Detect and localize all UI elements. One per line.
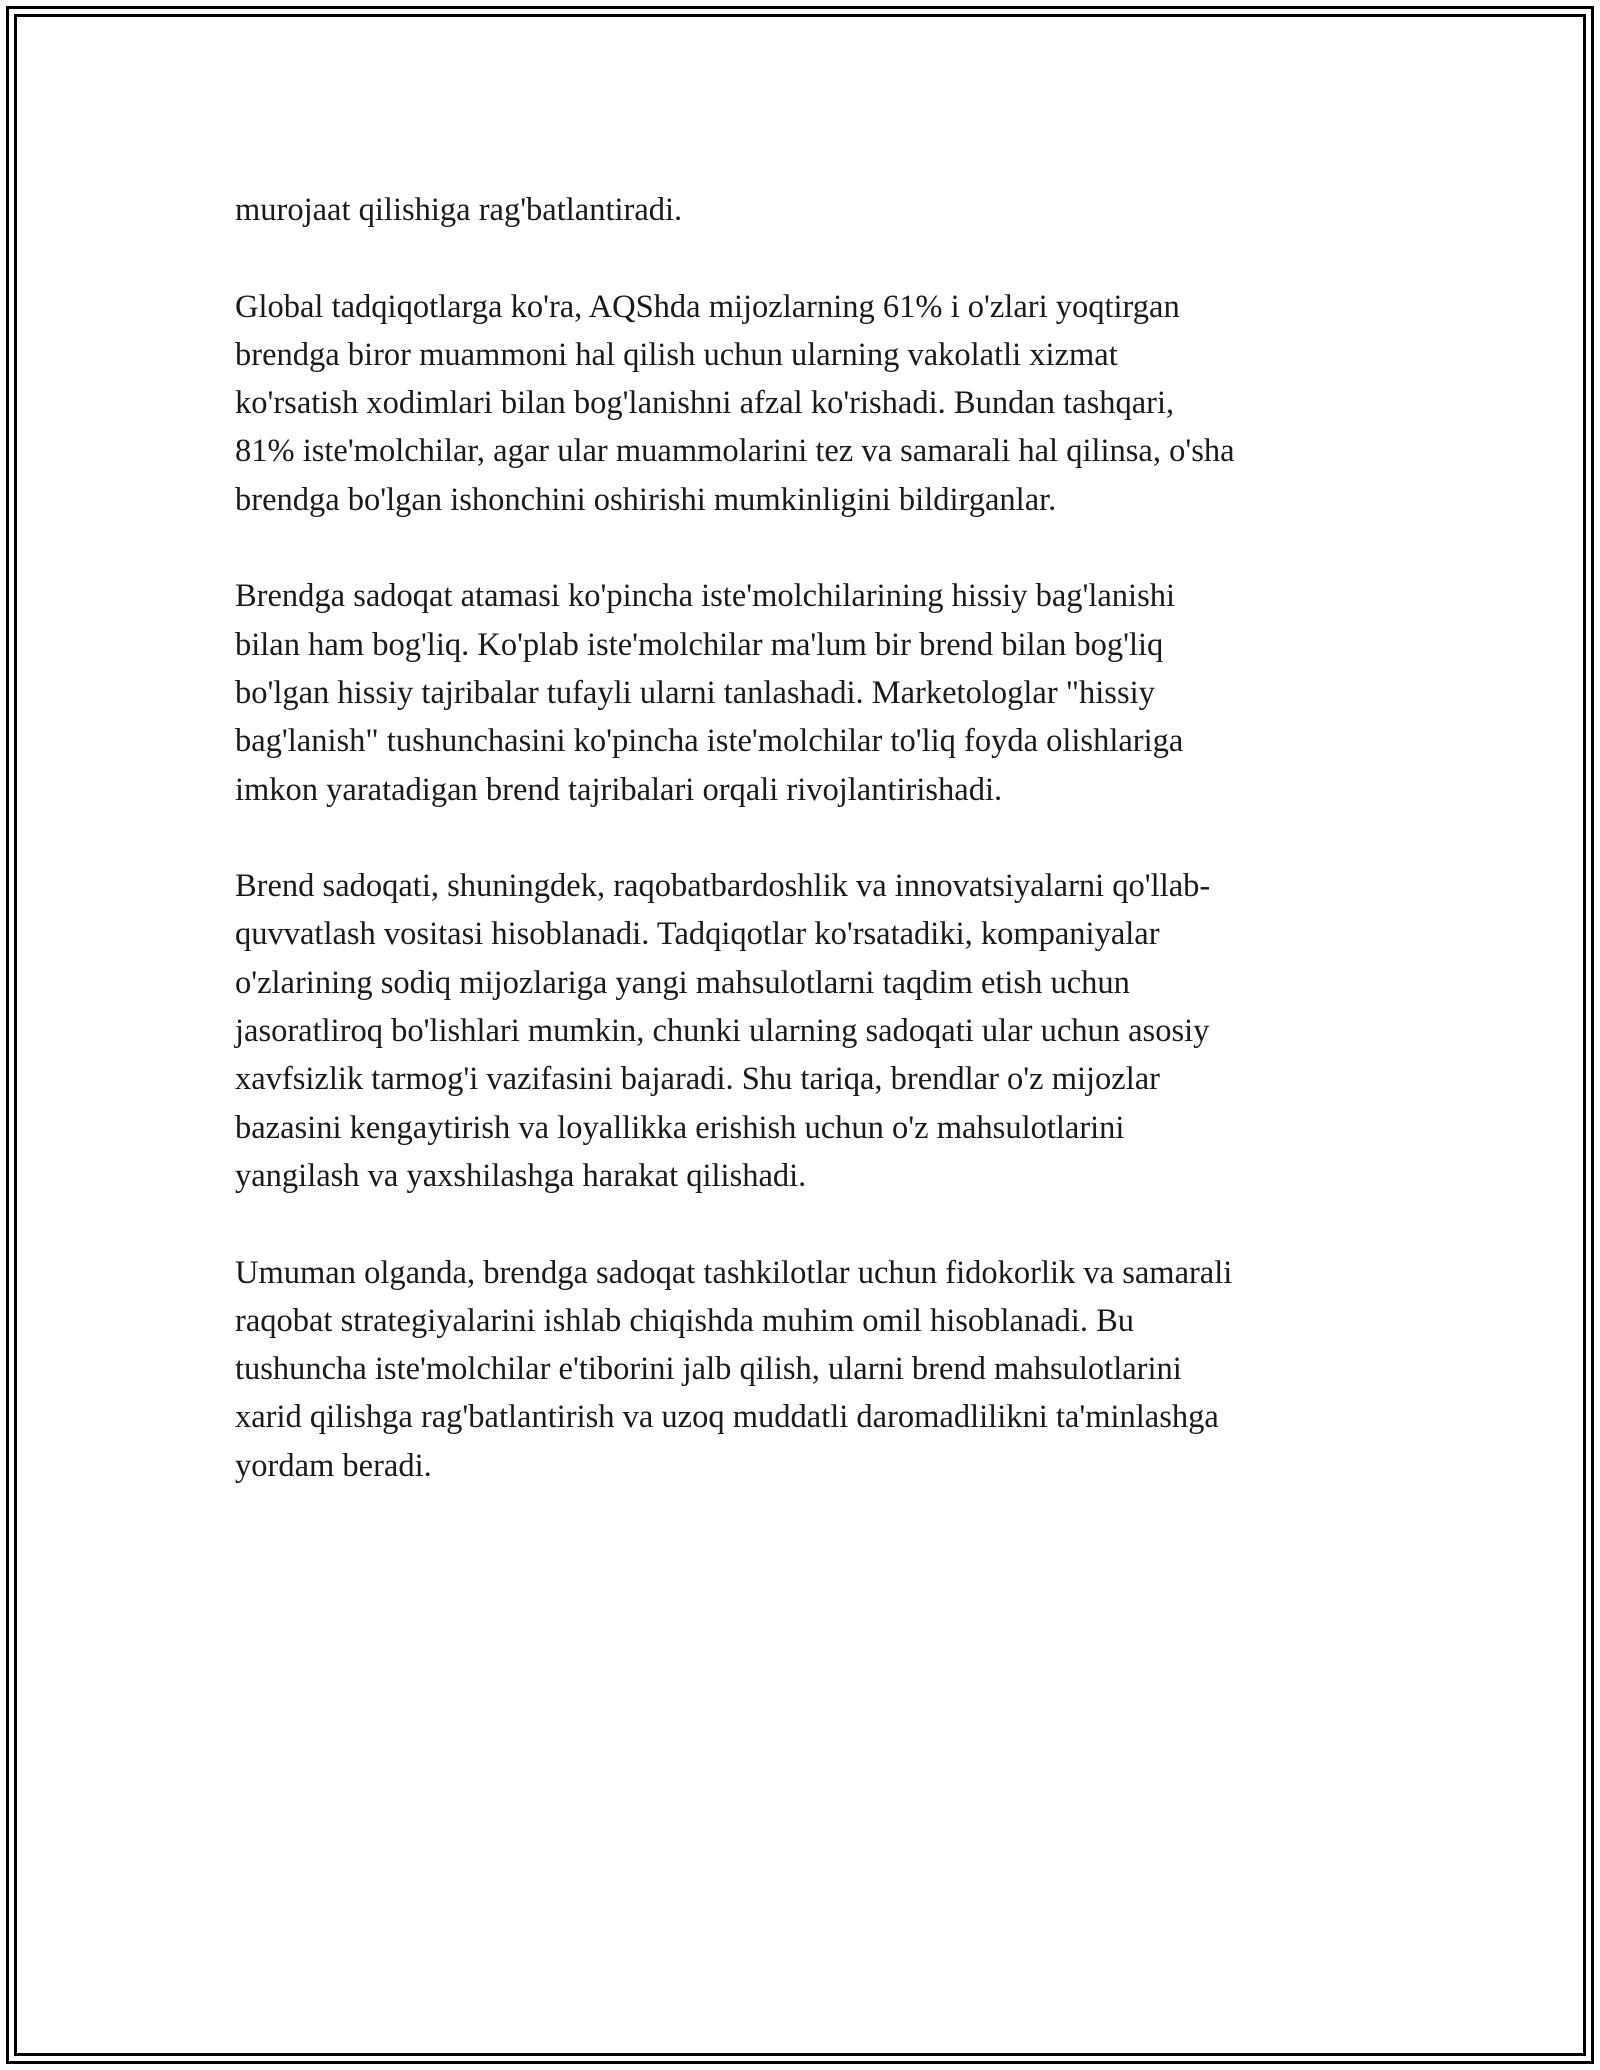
- document-body: [235, 186, 1385, 1538]
- text-line: ko'rsatish xodimlari bilan bog'lanishni afzal ko'rishadi. Bundan tashqari,: [235, 385, 1175, 422]
- text-line: murojaat qilishiga rag'batlantiradi.: [235, 192, 683, 228]
- text-line: bo'lgan hissiy tajribalar tufayli ularni tanlashadi. Marketologlar "hissiy: [235, 674, 1155, 711]
- text-line: imkon yaratadigan brend tajribalari orqali rivojlantirishadi.: [235, 771, 1003, 808]
- text-line: Brendga sadoqat atamasi ko'pincha iste'molchilarining hissiy bag'lanishi: [235, 578, 1176, 615]
- text-line: Umuman olganda, brendga sadoqat tashkilotlar uchun fidokorlik va samarali: [235, 1254, 1233, 1291]
- text-line: quvvatlash vositasi hisoblanadi. Tadqiqotlar ko'rsatadiki, kompaniyalar: [235, 916, 1160, 953]
- text-line: bazasini kengaytirish va loyallikka erishish uchun o'z mahsulotlarini: [235, 1109, 1125, 1146]
- paragraph-4: [235, 862, 1385, 1200]
- text-line: o'zlarining sodiq mijozlariga yangi mahsulotlarni taqdim etish uchun: [235, 964, 1130, 1001]
- text-line: xarid qilishga rag'batlantirish va uzoq muddatli daromadlilikni ta'minlashga: [235, 1399, 1219, 1436]
- text-line: yordam beradi.: [235, 1447, 432, 1484]
- text-line: yangilash va yaxshilashga harakat qilishadi.: [235, 1157, 807, 1194]
- paragraph-1: [235, 186, 1385, 234]
- text-line: jasoratliroq bo'lishlari mumkin, chunki ularning sadoqati ular uchun asosiy: [235, 1013, 1210, 1050]
- text-line: 81% iste'molchilar, agar ular muammolarini tez va samarali hal qilinsa, o'sha: [235, 433, 1235, 470]
- text-line: bilan ham bog'liq. Ko'plab iste'molchilar ma'lum bir brend bilan bog'liq: [235, 626, 1164, 663]
- text-line: tushuncha iste'molchilar e'tiborini jalb qilish, ularni brend mahsulotlarini: [235, 1351, 1182, 1388]
- text-line: raqobat strategiyalarini ishlab chiqishda muhim omil hisoblanadi. Bu: [235, 1302, 1135, 1339]
- text-line: xavfsizlik tarmog'i vazifasini bajaradi. Shu tariqa, brendlar o'z mijozlar: [235, 1061, 1160, 1098]
- text-line: Global tadqiqotlarga ko'ra, AQShda mijozlarning 61% i o'zlari yoqtirgan: [235, 288, 1180, 325]
- text-line: brendga biror muammoni hal qilish uchun ularning vakolatli xizmat: [235, 336, 1118, 373]
- text-line: brendga bo'lgan ishonchini oshirishi mumkinligini bildirganlar.: [235, 481, 1057, 518]
- paragraph-3: [235, 572, 1385, 813]
- text-line: bag'lanish" tushunchasini ko'pincha iste'molchilar to'liq foyda olishlariga: [235, 723, 1184, 760]
- text-line: Brend sadoqati, shuningdek, raqobatbardoshlik va innovatsiyalarni qo'llab-: [235, 868, 1211, 905]
- paragraph-5: [235, 1249, 1385, 1490]
- paragraph-2: [235, 283, 1385, 524]
